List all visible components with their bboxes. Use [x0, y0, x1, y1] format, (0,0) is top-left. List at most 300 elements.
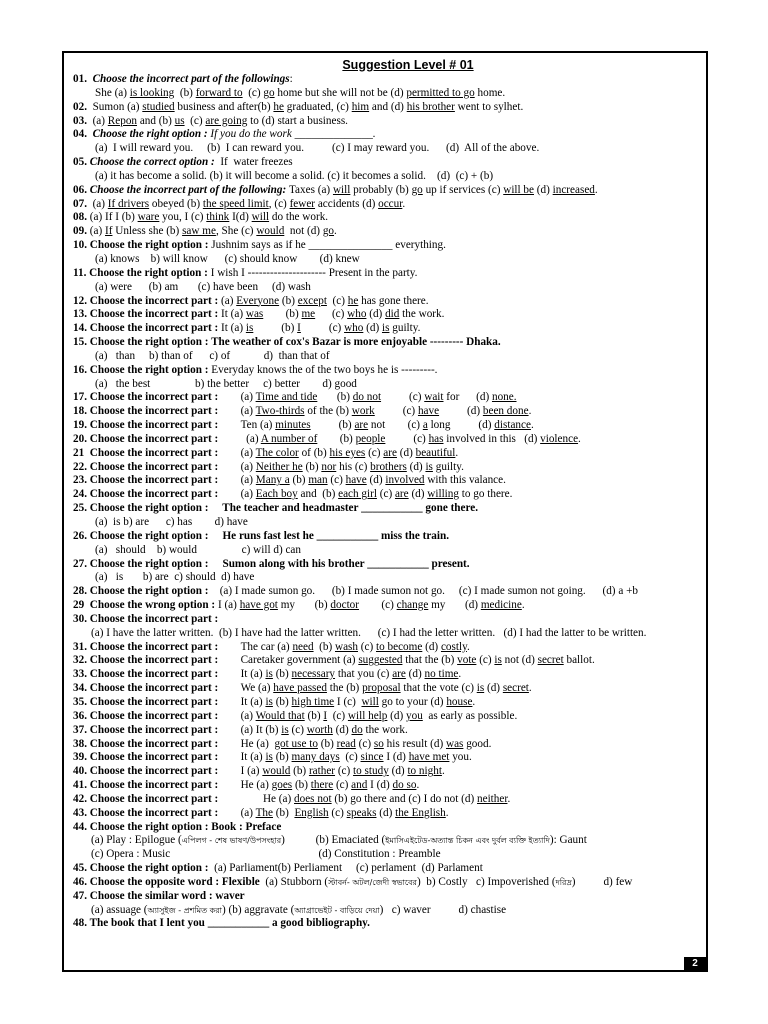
underlined-option: The color: [255, 446, 299, 459]
question-line: [73, 322, 703, 336]
underlined-option: to study: [353, 765, 389, 778]
question-line: [73, 405, 703, 419]
question-line: [73, 807, 703, 821]
text-segment: 18. Choose the incorrect part :: [73, 405, 241, 418]
underlined-option: is: [425, 460, 433, 473]
underlined-option: he: [273, 100, 284, 113]
underlined-option: did: [385, 308, 400, 321]
text-segment: (a) Play : Epilogue (: [91, 834, 182, 847]
text-segment: 10. Choose the right option :: [73, 239, 212, 252]
text-segment: ballot.: [563, 654, 595, 667]
question-line: [73, 461, 703, 475]
underlined-option: his brother: [406, 100, 455, 113]
question-line: [73, 627, 703, 641]
question-line: [73, 544, 703, 558]
underlined-option: is: [265, 751, 273, 764]
underlined-option: have: [417, 405, 440, 418]
text-segment: , (c): [268, 197, 290, 210]
text-segment: up if services (c): [422, 183, 504, 196]
text-segment: with this valance.: [424, 474, 506, 487]
page-title: Suggestion Level # 01: [342, 58, 474, 72]
underlined-option: wash: [335, 640, 358, 653]
text-segment: for (d): [443, 391, 492, 404]
text-segment: business and after(b): [174, 100, 274, 113]
underlined-option: minutes: [275, 419, 311, 432]
underlined-option: will: [361, 695, 379, 708]
question-line: [73, 724, 703, 738]
underlined-option: distance: [494, 419, 531, 432]
text-segment: (d): [406, 460, 426, 473]
text-segment: (d): [405, 668, 425, 681]
text-segment: that the (b): [402, 654, 458, 667]
text-segment: (a): [240, 709, 256, 722]
underlined-option: speaks: [346, 806, 377, 819]
text-segment: ইমাসিএইটেড-অত্যান্ত চিকন এবং দুর্বল ব্যক্তি ইত্যাদি: [385, 836, 550, 846]
question-line: [73, 585, 703, 599]
underlined-option: would: [262, 765, 291, 778]
text-segment: (a) I will reward you. (b) I can reward you. (c) I may reward you. (d) All of the above.: [95, 142, 540, 155]
text-segment: He (a): [240, 737, 275, 750]
text-segment: 02.: [73, 100, 93, 113]
text-segment: I (a): [217, 599, 240, 612]
underlined-option: got use to: [274, 737, 318, 750]
question-line: [73, 115, 703, 129]
underlined-option: willing: [427, 488, 459, 501]
question-line: [73, 848, 703, 862]
underlined-option: would: [256, 225, 285, 238]
text-segment: 24. Choose the incorrect part :: [73, 488, 241, 501]
question-line: [73, 710, 703, 724]
question-line: [73, 502, 703, 516]
question-line: [73, 225, 703, 239]
text-segment: (a) I have the latter written. (b) I have had the latter written. (c) I had the letter written. (d) I had the latter to be written.: [91, 626, 647, 639]
question-line: [73, 599, 703, 613]
text-segment: my (d): [428, 599, 481, 612]
text-segment: 20. Choose the incorrect part :: [73, 432, 241, 445]
text-segment: 23. Choose the incorrect part :: [73, 474, 241, 487]
underlined-option: and: [351, 779, 368, 792]
text-segment: (b): [304, 709, 324, 722]
underlined-option: rather: [308, 765, 336, 778]
text-segment: 13. Choose the incorrect part :: [73, 308, 221, 321]
question-line: [73, 516, 703, 530]
text-segment: you.: [449, 751, 472, 764]
text-segment: (c): [339, 751, 361, 764]
question-line: [73, 682, 703, 696]
question-line: [73, 738, 703, 752]
text-segment: his (c): [336, 460, 371, 473]
text-segment: .: [528, 405, 532, 418]
text-segment: (c): [335, 765, 354, 778]
text-segment: (c): [326, 294, 348, 307]
text-segment: (a): [92, 114, 108, 127]
text-segment: Sumon (a): [92, 100, 143, 113]
text-segment: Choose the right option :: [92, 128, 211, 141]
text-segment: as early as possible.: [422, 709, 518, 722]
text-segment: (b): [272, 668, 292, 681]
underlined-option: I: [297, 322, 301, 335]
text-segment: ): Gaunt: [549, 834, 587, 847]
underlined-option: beautiful: [415, 446, 456, 459]
underlined-option: doctor: [330, 599, 360, 612]
text-segment: (d): [366, 474, 386, 487]
question-line: [73, 128, 703, 142]
text-segment: to go there.: [458, 488, 513, 501]
question-line: [73, 142, 703, 156]
underlined-option: is looking: [129, 86, 175, 99]
underlined-option: wait: [424, 391, 444, 404]
text-segment: (b): [253, 322, 298, 335]
text-segment: to (d) start a business.: [247, 114, 348, 127]
text-segment: probably (b): [350, 183, 412, 196]
text-segment: I (a): [240, 765, 263, 778]
question-line: [73, 364, 703, 378]
question-line: [73, 447, 703, 461]
text-segment: (a): [240, 460, 256, 473]
underlined-option: will: [332, 183, 351, 196]
text-segment: (a): [92, 197, 108, 210]
question-line: [73, 239, 703, 253]
text-segment: 41. Choose the incorrect part :: [73, 779, 241, 792]
question-line: [73, 765, 703, 779]
text-segment: (c) Opera : Music (d) Constitution : Preamble: [91, 848, 441, 861]
text-segment: Choose the correct option :: [89, 156, 218, 169]
underlined-option: me: [301, 308, 316, 321]
text-segment: It (a): [221, 308, 246, 321]
text-segment: ) c) waver d) chastise: [379, 903, 507, 916]
text-segment: Choose the incorrect part of the followings: [92, 73, 290, 85]
text-segment: and (b): [137, 114, 175, 127]
question-line: [73, 170, 703, 184]
underlined-option: man: [308, 474, 328, 487]
underlined-option: are: [394, 488, 409, 501]
underlined-option: has: [428, 432, 444, 445]
underlined-option: are: [392, 668, 406, 681]
underlined-option: you: [406, 709, 423, 722]
question-line: [73, 641, 703, 655]
underlined-option: none.: [491, 391, 517, 404]
text-segment: (d): [439, 405, 483, 418]
underlined-option: is: [245, 322, 254, 335]
text-segment: (d): [387, 709, 407, 722]
underlined-option: do so: [392, 779, 417, 792]
text-segment: If you do the work ______________.: [210, 128, 376, 141]
text-segment: (c): [355, 737, 374, 750]
underlined-option: goes: [271, 779, 293, 792]
text-segment: (b): [317, 391, 353, 404]
underlined-option: he: [347, 294, 359, 307]
text-segment: (a) than b) than of c) of d) than that of: [95, 349, 330, 362]
text-segment: (c): [359, 599, 397, 612]
underlined-option: have met: [408, 751, 450, 764]
text-segment: 30. Choose the incorrect part :: [73, 612, 219, 625]
text-segment: .: [458, 668, 462, 681]
underlined-option: people: [355, 432, 386, 445]
text-segment: 43. Choose the incorrect part :: [73, 806, 241, 819]
underlined-option: need: [292, 640, 314, 653]
text-segment: (c): [300, 322, 345, 335]
underlined-option: been done: [482, 405, 529, 418]
text-segment: the (b): [326, 682, 363, 695]
text-segment: went to sylhet.: [454, 100, 524, 113]
text-segment: (c): [476, 654, 495, 667]
question-line: [73, 558, 703, 572]
underlined-option: to night: [407, 765, 442, 778]
underlined-option: Neither he: [255, 460, 303, 473]
question-line: [73, 101, 703, 115]
question-line: [73, 876, 703, 890]
underlined-option: who: [344, 322, 364, 335]
underlined-option: high time: [291, 695, 335, 708]
document-body: [73, 57, 703, 931]
text-segment: (c): [374, 405, 418, 418]
underlined-option: If drivers: [107, 197, 150, 210]
text-segment: .: [507, 792, 511, 805]
text-segment: 26. Choose the right option : He runs fast lest he ___________ miss the train.: [73, 529, 450, 542]
question-line: [73, 890, 703, 904]
underlined-option: Everyone: [236, 294, 280, 307]
text-segment: the work.: [362, 723, 408, 736]
text-segment: 25. Choose the right option : The teacher and headmaster ___________ gone there.: [73, 502, 479, 515]
underlined-option: do: [351, 723, 363, 736]
text-segment: Everyday knows the of the two boys he is ---------.: [211, 363, 438, 376]
text-segment: 05.: [73, 156, 90, 169]
underlined-option: Would that: [255, 709, 305, 722]
text-segment: (b): [273, 806, 295, 819]
text-segment: (b): [310, 419, 355, 432]
question-line: [73, 488, 703, 502]
underlined-option: are going: [205, 114, 248, 127]
underlined-option: work: [351, 405, 375, 418]
text-segment: go to your (d): [378, 695, 447, 708]
text-segment: (c): [376, 488, 395, 501]
question-line: [73, 198, 703, 212]
text-segment: (a) the best b) the better c) better d) good: [95, 377, 357, 390]
text-segment: Ten (a): [240, 419, 276, 432]
question-line: [73, 267, 703, 281]
question-line: [73, 391, 703, 405]
underlined-option: Each boy: [255, 488, 298, 501]
underlined-option: I: [323, 709, 328, 722]
underlined-option: proposal: [362, 682, 401, 695]
text-segment: স্টাবর্ন- অটল/জেদী স্বভাবের: [328, 877, 417, 887]
text-segment: অ্যাসুইজ - প্রশমিত করা: [147, 905, 222, 915]
underlined-option: occur: [378, 197, 403, 210]
text-segment: 04.: [73, 128, 93, 141]
text-segment: (c): [381, 391, 425, 404]
underlined-option: there: [310, 779, 334, 792]
text-segment: 14. Choose the incorrect part :: [73, 322, 221, 335]
text-segment: and (d): [369, 100, 407, 113]
underlined-option: is: [265, 695, 273, 708]
text-segment: (d): [422, 640, 441, 653]
underlined-option: go: [263, 86, 275, 99]
text-segment: 12. Choose the incorrect part :: [73, 294, 221, 307]
text-segment: (c): [242, 86, 264, 99]
underlined-option: necessary: [291, 668, 336, 681]
question-line: [73, 253, 703, 267]
underlined-option: involved: [385, 474, 425, 487]
text-segment: his result (d): [383, 737, 446, 750]
text-segment: দরিদ্র: [555, 877, 572, 887]
text-segment: (b): [313, 640, 335, 653]
text-segment: 34. Choose the incorrect part :: [73, 682, 241, 695]
question-line: [73, 295, 703, 309]
text-segment: not (c): [368, 419, 423, 432]
text-segment: 47. Choose the similar word : waver: [73, 889, 245, 902]
text-segment: 28. Choose the right option :: [73, 585, 212, 598]
question-line: [73, 336, 703, 350]
underlined-option: is: [281, 723, 289, 736]
underlined-option: A number of: [260, 432, 318, 445]
text-segment: 03.: [73, 114, 93, 127]
question-line: [73, 917, 703, 931]
text-segment: 15. Choose the right option : The weather of cox's Bazar is more enjoyable --------- Dhaka.: [73, 336, 501, 349]
text-segment: Taxes (a): [289, 183, 333, 196]
text-segment: (c): [327, 474, 346, 487]
text-segment: 36. Choose the incorrect part :: [73, 709, 241, 722]
text-segment: (d): [484, 682, 503, 695]
text-segment: (c): [358, 640, 377, 653]
question-line: [73, 834, 703, 848]
underlined-option: except: [297, 294, 327, 307]
text-segment: It (a): [240, 751, 266, 764]
text-segment: 19. Choose the incorrect part :: [73, 419, 241, 432]
text-segment: 44. Choose the right option : Book : Preface: [73, 820, 282, 833]
text-segment: (a): [240, 806, 256, 819]
text-segment: not (d): [501, 654, 538, 667]
text-segment: the work.: [399, 308, 445, 321]
underlined-option: forward to: [195, 86, 243, 99]
text-segment: (a) were (b) am (c) have been (d) wash: [95, 280, 311, 293]
text-segment: (d): [366, 308, 386, 321]
text-segment: (c): [184, 114, 206, 127]
text-segment: (d): [332, 723, 352, 736]
question-line: [73, 862, 703, 876]
text-segment: 46. Choose the opposite word : Flexible: [73, 875, 266, 888]
text-segment: Unless she (b): [112, 225, 183, 238]
text-segment: involved in this (d): [443, 432, 541, 445]
text-segment: of the (b): [304, 405, 352, 418]
question-line: [73, 433, 703, 447]
question-line: [73, 73, 703, 87]
underlined-option: a: [422, 419, 428, 432]
text-segment: (d): [388, 765, 408, 778]
question-line: [73, 668, 703, 682]
text-segment: 16. Choose the right option :: [73, 363, 212, 376]
underlined-option: Repon: [107, 114, 138, 127]
question-line: [73, 530, 703, 544]
text-segment: (b) go there and (c) I do not (d): [331, 792, 478, 805]
text-segment: .: [441, 765, 445, 778]
question-line: [73, 378, 703, 392]
text-segment: 07.: [73, 197, 93, 210]
text-segment: It (a): [240, 695, 266, 708]
text-segment: 40. Choose the incorrect part :: [73, 765, 241, 778]
question-line: [73, 821, 703, 835]
text-segment: (b): [272, 751, 292, 764]
text-segment: .: [455, 446, 459, 459]
question-line: [73, 184, 703, 198]
text-segment: (a) should b) would c) will d) can: [95, 543, 301, 556]
text-segment: (b): [302, 460, 322, 473]
text-segment: 32. Choose the incorrect part :: [73, 654, 241, 667]
underlined-option: will: [251, 211, 270, 224]
underlined-option: his eyes: [329, 446, 366, 459]
text-segment: (b): [263, 308, 302, 321]
text-segment: .: [594, 183, 598, 196]
text-segment: (d): [396, 446, 416, 459]
text-segment: 27. Choose the right option : Sumon along with his brother ___________ present.: [73, 557, 470, 570]
text-segment: (b): [279, 294, 298, 307]
text-segment: home but she will not be (d): [274, 86, 407, 99]
question-line: [73, 308, 703, 322]
text-segment: accidents (d): [315, 197, 379, 210]
text-segment: 21 Choose the incorrect part :: [73, 446, 241, 459]
question-line: [73, 419, 703, 433]
underlined-option: change: [396, 599, 429, 612]
text-segment: Choose the incorrect part of the following:: [89, 183, 289, 196]
text-segment: 22. Choose the incorrect part :: [73, 460, 241, 473]
question-line: [73, 571, 703, 585]
text-segment: .: [445, 806, 449, 819]
text-segment: and (b): [297, 488, 339, 501]
text-segment: He (a): [240, 792, 295, 805]
underlined-option: secret: [502, 682, 529, 695]
text-segment: (a) Parliament(b) Perliament (c) perlament (d) Parlament: [214, 862, 483, 875]
text-segment: (a): [240, 488, 256, 501]
text-segment: The car (a): [240, 640, 293, 653]
text-segment: We (a): [240, 682, 274, 695]
text-segment: (c): [365, 446, 384, 459]
question-line: [73, 793, 703, 807]
underlined-option: increased: [552, 183, 595, 196]
text-segment: (d): [363, 322, 382, 335]
text-segment: (b): [317, 737, 337, 750]
text-segment: If water freezes: [217, 156, 293, 169]
text-segment: (a) is b) are c) has d) have: [95, 516, 248, 528]
text-segment: ) d) few: [571, 875, 633, 888]
underlined-option: violence: [540, 432, 579, 445]
text-segment: He (a): [240, 779, 272, 792]
text-segment: my (b): [277, 599, 331, 612]
text-segment: .: [466, 640, 470, 653]
text-segment: 42. Choose the incorrect part :: [73, 792, 241, 805]
text-segment: .: [472, 695, 476, 708]
text-segment: long (d): [427, 419, 495, 432]
text-segment: 38. Choose the incorrect part :: [73, 737, 241, 750]
question-line: [73, 474, 703, 488]
underlined-option: are: [354, 419, 369, 432]
underlined-option: go: [411, 183, 423, 196]
text-segment: not (d): [284, 225, 323, 238]
question-line: [73, 654, 703, 668]
text-segment: :: [289, 73, 293, 85]
text-segment: (d): [376, 806, 396, 819]
text-segment: (a): [89, 225, 105, 238]
text-segment: , She (c): [215, 225, 257, 238]
text-segment: 09.: [73, 225, 90, 238]
text-segment: She (a): [95, 86, 130, 99]
text-segment: I (c): [334, 695, 362, 708]
underlined-option: who: [347, 308, 367, 321]
question-list: [73, 73, 703, 931]
text-segment: ) (b) Emaciated (: [281, 834, 386, 847]
text-segment: It (a): [240, 668, 266, 681]
text-segment: 31. Choose the incorrect part :: [73, 640, 241, 653]
text-segment: It (a): [221, 322, 246, 335]
text-segment: 45. Choose the right option :: [73, 862, 215, 875]
